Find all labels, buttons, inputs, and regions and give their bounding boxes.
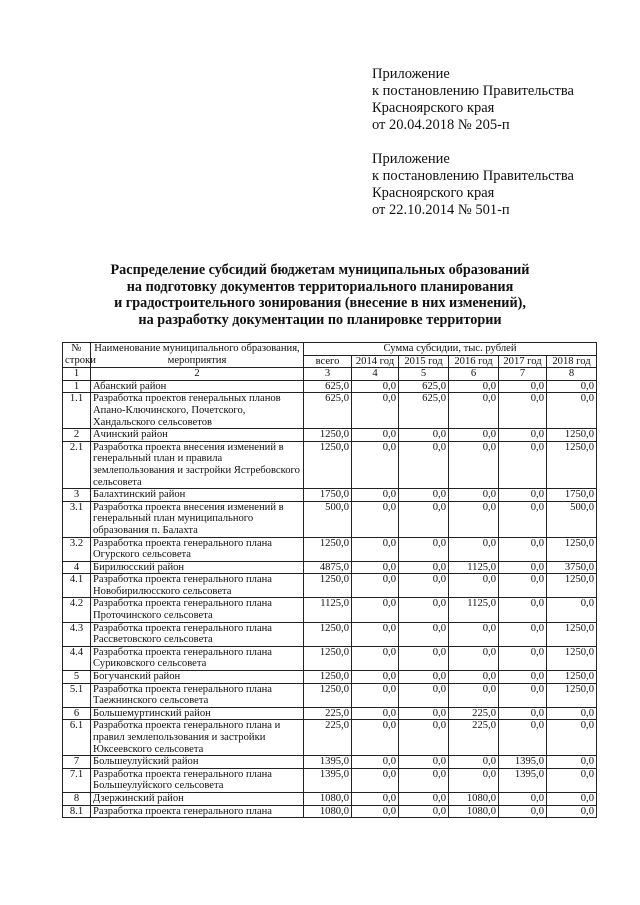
cell-2017: 0,0 <box>499 393 547 429</box>
column-number-row <box>63 368 597 381</box>
cell-2014: 0,0 <box>352 441 399 488</box>
cell-2017: 0,0 <box>499 683 547 707</box>
table-row <box>63 501 597 537</box>
cell-2016: 1080,0 <box>449 792 499 805</box>
cell-2015: 0,0 <box>399 489 449 502</box>
row-name: Большемуртинский район <box>91 707 304 720</box>
row-number: 7.1 <box>63 768 91 792</box>
cell-total: 1250,0 <box>304 574 352 598</box>
cell-2015: 0,0 <box>399 707 449 720</box>
row-number: 4.3 <box>63 622 91 646</box>
appendix-header-line: Красноярского края <box>372 100 495 116</box>
table-row <box>63 598 597 622</box>
cell-total: 625,0 <box>304 380 352 393</box>
table-row <box>63 646 597 670</box>
cell-2018: 1250,0 <box>547 646 597 670</box>
appendix-header-line: к постановлению Правительства <box>372 168 574 184</box>
cell-2018: 1250,0 <box>547 537 597 561</box>
cell-2017: 0,0 <box>499 537 547 561</box>
cell-2016: 0,0 <box>449 537 499 561</box>
row-name: Абанский район <box>91 380 304 393</box>
column-number: 1 <box>63 368 91 381</box>
cell-2014: 0,0 <box>352 380 399 393</box>
cell-2014: 0,0 <box>352 393 399 429</box>
cell-2015: 625,0 <box>399 380 449 393</box>
row-number: 1.1 <box>63 393 91 429</box>
row-name: Разработка проекта генерального плана Огурского сельсовета <box>91 537 304 561</box>
appendix-header-line: Приложение <box>372 66 450 82</box>
row-number: 8.1 <box>63 805 91 818</box>
row-name: Разработка проекта внесения изменений в генеральный план муниципального образования п. Балахта <box>91 501 304 537</box>
cell-2015: 0,0 <box>399 429 449 442</box>
cell-total: 1080,0 <box>304 792 352 805</box>
cell-2018: 500,0 <box>547 501 597 537</box>
column-number: 8 <box>547 368 597 381</box>
cell-2018: 1250,0 <box>547 574 597 598</box>
cell-total: 1250,0 <box>304 671 352 684</box>
cell-2017: 0,0 <box>499 646 547 670</box>
table-row <box>63 574 597 598</box>
row-number: 6.1 <box>63 720 91 756</box>
cell-2018: 0,0 <box>547 393 597 429</box>
table-row <box>63 429 597 442</box>
row-name: Разработка проекта генерального плана Новобирилюсского сельсовета <box>91 574 304 598</box>
cell-2018: 1250,0 <box>547 441 597 488</box>
document-title-line: и градостроительного зонирования (внесение в них изменений), <box>114 295 526 312</box>
cell-2016: 0,0 <box>449 429 499 442</box>
cell-2017: 0,0 <box>499 622 547 646</box>
cell-2016: 0,0 <box>449 380 499 393</box>
header-col-2015: 2015 год <box>399 355 449 368</box>
table-row <box>63 561 597 574</box>
header-row-no: № строки <box>63 343 91 368</box>
cell-2018: 1250,0 <box>547 622 597 646</box>
row-name: Разработка проекта генерального плана <box>91 805 304 818</box>
cell-2017: 0,0 <box>499 792 547 805</box>
cell-2016: 1125,0 <box>449 561 499 574</box>
table-row <box>63 622 597 646</box>
header-name: Наименование муниципального образования, мероприятия <box>91 343 304 368</box>
cell-2014: 0,0 <box>352 574 399 598</box>
cell-2016: 225,0 <box>449 707 499 720</box>
row-name: Ачинский район <box>91 429 304 442</box>
cell-2014: 0,0 <box>352 501 399 537</box>
cell-2017: 0,0 <box>499 429 547 442</box>
cell-2017: 1395,0 <box>499 768 547 792</box>
table-row <box>63 683 597 707</box>
cell-2018: 1250,0 <box>547 429 597 442</box>
appendix-header-line: к постановлению Правительства <box>372 83 574 99</box>
table-row <box>63 489 597 502</box>
cell-total: 1750,0 <box>304 489 352 502</box>
table-row <box>63 380 597 393</box>
row-name: Богучанский район <box>91 671 304 684</box>
cell-2015: 625,0 <box>399 393 449 429</box>
cell-total: 1250,0 <box>304 537 352 561</box>
row-number: 3.2 <box>63 537 91 561</box>
cell-2014: 0,0 <box>352 646 399 670</box>
cell-2018: 0,0 <box>547 720 597 756</box>
appendix-header-line: Красноярского края <box>372 185 495 201</box>
header-col-2017: 2017 год <box>499 355 547 368</box>
cell-total: 1250,0 <box>304 622 352 646</box>
cell-2014: 0,0 <box>352 489 399 502</box>
appendix-header-original <box>372 151 574 219</box>
table-row <box>63 756 597 769</box>
row-name: Разработка проекта генерального плана Таежнинского сельсовета <box>91 683 304 707</box>
cell-2017: 0,0 <box>499 574 547 598</box>
cell-total: 1250,0 <box>304 646 352 670</box>
cell-2018: 1750,0 <box>547 489 597 502</box>
cell-2015: 0,0 <box>399 671 449 684</box>
cell-2014: 0,0 <box>352 707 399 720</box>
cell-2018: 1250,0 <box>547 671 597 684</box>
row-number: 7 <box>63 756 91 769</box>
cell-2018: 0,0 <box>547 707 597 720</box>
cell-2014: 0,0 <box>352 683 399 707</box>
cell-2018: 0,0 <box>547 756 597 769</box>
cell-2016: 0,0 <box>449 441 499 488</box>
table-row <box>63 537 597 561</box>
appendix-header-line: от 22.10.2014 № 501-п <box>372 202 510 218</box>
cell-total: 1395,0 <box>304 756 352 769</box>
appendix-header-current <box>372 66 574 134</box>
cell-2015: 0,0 <box>399 646 449 670</box>
table-row <box>63 720 597 756</box>
column-number: 3 <box>304 368 352 381</box>
table-row <box>63 393 597 429</box>
cell-total: 1250,0 <box>304 441 352 488</box>
cell-2017: 0,0 <box>499 805 547 818</box>
row-number: 3 <box>63 489 91 502</box>
cell-2017: 0,0 <box>499 561 547 574</box>
table-header-row <box>63 343 597 356</box>
row-number: 2.1 <box>63 441 91 488</box>
cell-2017: 0,0 <box>499 501 547 537</box>
cell-2015: 0,0 <box>399 805 449 818</box>
cell-2016: 0,0 <box>449 683 499 707</box>
cell-total: 1125,0 <box>304 598 352 622</box>
cell-2016: 0,0 <box>449 501 499 537</box>
cell-2014: 0,0 <box>352 756 399 769</box>
cell-2014: 0,0 <box>352 768 399 792</box>
cell-2016: 0,0 <box>449 646 499 670</box>
cell-2017: 0,0 <box>499 720 547 756</box>
row-number: 3.1 <box>63 501 91 537</box>
cell-2017: 0,0 <box>499 598 547 622</box>
cell-2014: 0,0 <box>352 598 399 622</box>
row-number: 2 <box>63 429 91 442</box>
cell-total: 4875,0 <box>304 561 352 574</box>
table-row <box>63 707 597 720</box>
row-number: 1 <box>63 380 91 393</box>
cell-2016: 0,0 <box>449 671 499 684</box>
column-number: 4 <box>352 368 399 381</box>
document-title-line: на разработку документации по планировке территории <box>138 311 502 328</box>
cell-2018: 0,0 <box>547 768 597 792</box>
row-name: Бирилюсский район <box>91 561 304 574</box>
cell-2018: 0,0 <box>547 380 597 393</box>
cell-2014: 0,0 <box>352 805 399 818</box>
cell-total: 1395,0 <box>304 768 352 792</box>
cell-2017: 0,0 <box>499 489 547 502</box>
appendix-header-line: от 20.04.2018 № 205-п <box>372 117 510 133</box>
cell-2016: 0,0 <box>449 756 499 769</box>
document-title-line: на подготовку документов территориального планирования <box>126 278 514 295</box>
appendix-header-line: Приложение <box>372 151 450 167</box>
cell-2016: 225,0 <box>449 720 499 756</box>
header-col-2016: 2016 год <box>449 355 499 368</box>
cell-2015: 0,0 <box>399 683 449 707</box>
header-col-2018: 2018 год <box>547 355 597 368</box>
cell-2015: 0,0 <box>399 598 449 622</box>
cell-2018: 1250,0 <box>547 683 597 707</box>
row-number: 6 <box>63 707 91 720</box>
table-row <box>63 671 597 684</box>
subsidy-table <box>62 342 597 818</box>
document-title-line: Распределение субсидий бюджетам муниципальных образований <box>110 262 530 278</box>
row-number: 8 <box>63 792 91 805</box>
cell-2015: 0,0 <box>399 501 449 537</box>
cell-2015: 0,0 <box>399 768 449 792</box>
cell-2017: 0,0 <box>499 671 547 684</box>
row-name: Большеулуйский район <box>91 756 304 769</box>
row-name: Дзержинский район <box>91 792 304 805</box>
row-name: Разработка проекта генерального плана Рассветовского сельсовета <box>91 622 304 646</box>
cell-total: 1080,0 <box>304 805 352 818</box>
cell-2017: 1395,0 <box>499 756 547 769</box>
column-number: 7 <box>499 368 547 381</box>
row-name: Разработка проекта внесения изменений в генеральный план и правила землепользования и застройки Ястребовского сельсовета <box>91 441 304 488</box>
cell-2015: 0,0 <box>399 561 449 574</box>
cell-2018: 0,0 <box>547 792 597 805</box>
cell-2014: 0,0 <box>352 537 399 561</box>
header-col-2014: 2014 год <box>352 355 399 368</box>
cell-2014: 0,0 <box>352 671 399 684</box>
cell-2017: 0,0 <box>499 707 547 720</box>
header-col-total: всего <box>304 355 352 368</box>
cell-2018: 3750,0 <box>547 561 597 574</box>
cell-2017: 0,0 <box>499 441 547 488</box>
cell-2015: 0,0 <box>399 537 449 561</box>
cell-total: 500,0 <box>304 501 352 537</box>
row-number: 4.4 <box>63 646 91 670</box>
cell-2014: 0,0 <box>352 561 399 574</box>
table-row <box>63 805 597 818</box>
cell-2014: 0,0 <box>352 622 399 646</box>
cell-2017: 0,0 <box>499 380 547 393</box>
cell-2015: 0,0 <box>399 792 449 805</box>
cell-2016: 0,0 <box>449 622 499 646</box>
cell-2014: 0,0 <box>352 792 399 805</box>
table-row <box>63 792 597 805</box>
row-name: Разработка проекта генерального плана и правил землепользования и застройки Юксеевского сельсовета <box>91 720 304 756</box>
column-number: 6 <box>449 368 499 381</box>
cell-2016: 0,0 <box>449 574 499 598</box>
cell-2015: 0,0 <box>399 441 449 488</box>
row-name: Разработка проектов генеральных планов Апано-Ключинского, Почетского, Хандальского сельсоветов <box>91 393 304 429</box>
cell-total: 225,0 <box>304 720 352 756</box>
cell-2015: 0,0 <box>399 756 449 769</box>
cell-2015: 0,0 <box>399 622 449 646</box>
cell-total: 625,0 <box>304 393 352 429</box>
row-name: Разработка проекта генерального плана Суриковского сельсовета <box>91 646 304 670</box>
cell-2015: 0,0 <box>399 574 449 598</box>
cell-2018: 0,0 <box>547 598 597 622</box>
cell-2016: 0,0 <box>449 768 499 792</box>
cell-total: 225,0 <box>304 707 352 720</box>
row-number: 5.1 <box>63 683 91 707</box>
column-number: 2 <box>91 368 304 381</box>
cell-total: 1250,0 <box>304 429 352 442</box>
row-number: 4.2 <box>63 598 91 622</box>
cell-2016: 1125,0 <box>449 598 499 622</box>
cell-2016: 0,0 <box>449 393 499 429</box>
header-sum-group: Сумма субсидии, тыс. рублей <box>304 343 597 356</box>
row-name: Балахтинский район <box>91 489 304 502</box>
row-number: 4 <box>63 561 91 574</box>
table-row <box>63 441 597 488</box>
cell-total: 1250,0 <box>304 683 352 707</box>
cell-2014: 0,0 <box>352 720 399 756</box>
row-name: Разработка проекта генерального плана Проточинского сельсовета <box>91 598 304 622</box>
cell-2016: 0,0 <box>449 489 499 502</box>
row-number: 4.1 <box>63 574 91 598</box>
column-number: 5 <box>399 368 449 381</box>
cell-2015: 0,0 <box>399 720 449 756</box>
row-number: 5 <box>63 671 91 684</box>
row-name: Разработка проекта генерального плана Большеулуйского сельсовета <box>91 768 304 792</box>
cell-2014: 0,0 <box>352 429 399 442</box>
cell-2016: 1080,0 <box>449 805 499 818</box>
cell-2018: 0,0 <box>547 805 597 818</box>
document-title <box>0 262 640 328</box>
table-row <box>63 768 597 792</box>
